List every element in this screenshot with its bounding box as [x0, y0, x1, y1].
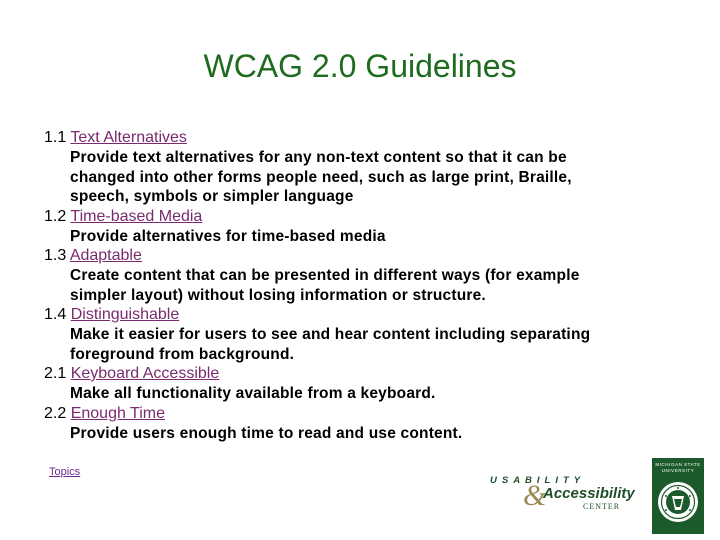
- guideline-list: [44, 128, 684, 443]
- guideline-link-text-alternatives[interactable]: Text Alternatives: [70, 129, 187, 146]
- msu-seal-icon: [652, 458, 704, 534]
- description-line: Provide text alternatives for any non-text content so that it can be: [70, 149, 567, 166]
- guideline-item: [44, 305, 684, 364]
- description-line: Provide users enough time to read and use content.: [70, 424, 463, 442]
- guideline-number: 1.2: [44, 207, 67, 225]
- guideline-link-adaptable[interactable]: Adaptable: [69, 247, 142, 264]
- description-line: speech, symbols or simpler language: [70, 188, 354, 205]
- description-line: Create content that can be presented in different ways (for example: [70, 267, 580, 284]
- topics-link[interactable]: Topics: [49, 466, 81, 478]
- ampersand-icon: &: [523, 479, 547, 512]
- guideline-heading: [44, 246, 684, 266]
- guideline-number: 1.3: [44, 247, 67, 264]
- logo-sub-text: CENTER: [583, 502, 621, 511]
- description-line: simpler layout) without losing information or structure.: [70, 286, 486, 304]
- logo-main-text: Accessibility: [543, 485, 635, 502]
- guideline-number: 2.1: [44, 365, 67, 382]
- description-line: Make it easier for users to see and hear content including separating: [70, 326, 591, 343]
- guideline-description: [70, 266, 684, 305]
- guideline-item: [44, 246, 684, 305]
- guideline-link-keyboard-accessible[interactable]: Keyboard Accessible: [70, 365, 220, 382]
- guideline-description: [70, 325, 684, 364]
- guideline-description: [70, 227, 684, 247]
- guideline-item: [44, 128, 684, 207]
- guideline-description: [70, 148, 684, 207]
- guideline-link-enough-time[interactable]: Enough Time: [70, 404, 165, 422]
- description-line: foreground from background.: [70, 345, 295, 363]
- slide-title: WCAG 2.0 Guidelines: [203, 48, 517, 84]
- description-line: Provide alternatives for time-based media: [70, 227, 386, 245]
- usability-accessibility-center-logo: [487, 475, 637, 515]
- guideline-heading: [44, 128, 684, 148]
- description-line: changed into other forms people need, such as large print, Braille,: [70, 168, 572, 186]
- guideline-item: [44, 404, 684, 444]
- guideline-description: [70, 424, 684, 444]
- guideline-heading: [44, 364, 684, 384]
- guideline-link-distinguishable[interactable]: Distinguishable: [70, 306, 180, 323]
- badge-text: MICHIGAN STATE UNIVERSITY: [655, 462, 701, 473]
- guideline-heading: [44, 305, 684, 325]
- description-line: Make all functionality available from a keyboard.: [70, 385, 436, 402]
- guideline-heading: [44, 404, 684, 424]
- guideline-number: 2.2: [44, 404, 67, 422]
- guideline-item: [44, 364, 684, 404]
- logo-top-text: USABILITY: [490, 475, 586, 486]
- msu-badge: [652, 458, 704, 534]
- guideline-description: [70, 384, 684, 404]
- guideline-heading: [44, 207, 684, 227]
- guideline-item: [44, 207, 684, 247]
- guideline-number: 1.4: [44, 306, 67, 323]
- guideline-link-time-based-media[interactable]: Time-based Media: [70, 207, 203, 225]
- guideline-number: 1.1: [44, 129, 67, 146]
